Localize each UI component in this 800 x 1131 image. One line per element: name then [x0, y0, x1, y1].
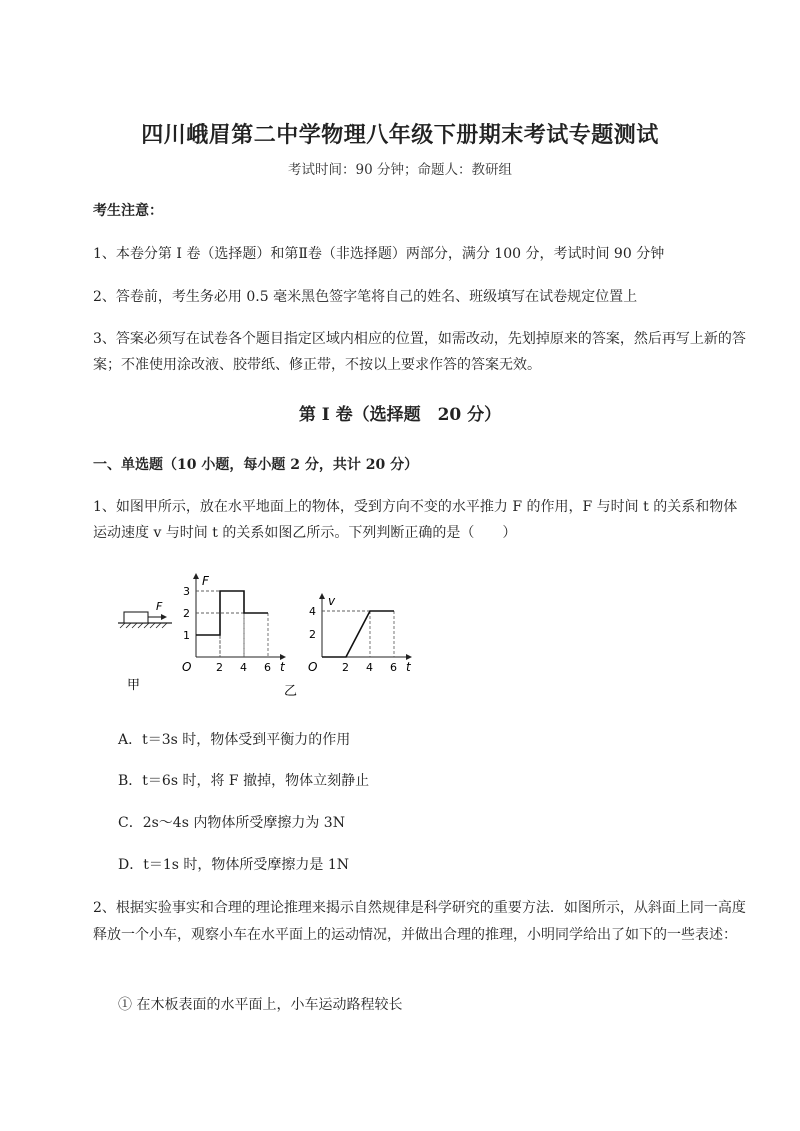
- option-a: A．t＝3s 时，物体受到平衡力的作用: [118, 732, 351, 748]
- vt-x-tick: 4: [366, 661, 373, 674]
- notice-item-2: 2、答卷前，考生务必用 0.5 毫米黑色签字笔将自己的姓名、班级填写在试卷规定位置上: [93, 289, 638, 305]
- option-c: C．2s～4s 内物体所受摩擦力为 3N: [118, 815, 345, 831]
- vt-series-line: [322, 611, 394, 657]
- ft-t-label: t: [280, 660, 285, 674]
- vt-y-label: v: [328, 594, 336, 608]
- ft-x-tick: 6: [264, 661, 271, 674]
- option-d: D．t＝1s 时，物体所受摩擦力是 1N: [118, 857, 349, 873]
- notice-item-3: 3、答案必须写在试卷各个题目指定区域内相应的位置，如需改动，先划掉原来的答案，然后再写上新的答案；不准使用涂改液、胶带纸、修正带，不按以上要求作答的答案无效。: [93, 331, 746, 373]
- ft-y-arrow: [193, 573, 199, 579]
- ft-y-tick: 3: [183, 585, 190, 598]
- ft-origin: O: [182, 660, 192, 674]
- ft-y-tick: 1: [183, 629, 190, 642]
- vt-y-tick: 4: [309, 605, 316, 618]
- exam-subtitle: 考试时间：90 分钟；命题人：教研组: [288, 162, 512, 178]
- question-1-stem: 1、如图甲所示，放在水平地面上的物体，受到方向不变的水平推力 F 的作用，F 与时间 t 的关系和物体运动速度 v 与时间 t 的关系如图乙所示。下列判断正确的是（ ）: [93, 499, 738, 541]
- ft-x-tick: 2: [216, 661, 223, 674]
- figure-jia: [118, 600, 172, 693]
- vt-origin: O: [308, 660, 318, 674]
- ft-y-tick: 2: [183, 607, 190, 620]
- page-title: 四川峨眉第二中学物理八年级下册期末考试专题测试: [141, 122, 659, 148]
- vt-x-tick: 2: [342, 661, 349, 674]
- option-b: B．t＝6s 时，将 F 撤掉，物体立刻静止: [118, 773, 370, 789]
- label-jia: 甲: [127, 678, 141, 693]
- part-title: 一、单选题（10 小题，每小题 2 分，共计 20 分）: [93, 457, 419, 473]
- question-1-figure: [110, 565, 430, 700]
- notice-heading: 考生注意：: [93, 203, 163, 219]
- notice-item-1: 1、本卷分第 I 卷（选择题）和第Ⅱ卷（非选择题）两部分，满分 100 分，考试时间 90 分钟: [93, 246, 665, 262]
- vt-y-tick: 2: [309, 628, 316, 641]
- block: [124, 612, 148, 623]
- vt-y-arrow: [319, 593, 325, 599]
- vt-t-label: t: [406, 660, 411, 674]
- question-2-stem: 2、根据实验事实和合理的理论推理来揭示自然规律是科学研究的重要方法．如图所示，从斜面上同一高度释放一个小车，观察小车在水平面上的运动情况，并做出合理的推理，小明同学给出了如下的一些表述：: [93, 900, 746, 943]
- f-t-chart: [182, 573, 286, 674]
- section-title: 第 I 卷（选择题 20 分）: [298, 405, 502, 425]
- vt-x-tick: 6: [390, 661, 397, 674]
- label-yi: 乙: [284, 684, 298, 699]
- ft-y-label: F: [202, 574, 209, 588]
- ft-x-tick: 4: [240, 661, 247, 674]
- v-t-chart: [308, 593, 412, 674]
- force-label: F: [156, 600, 163, 613]
- question-2-item-1: ① 在木板表面的水平面上，小车运动路程较长: [118, 997, 403, 1013]
